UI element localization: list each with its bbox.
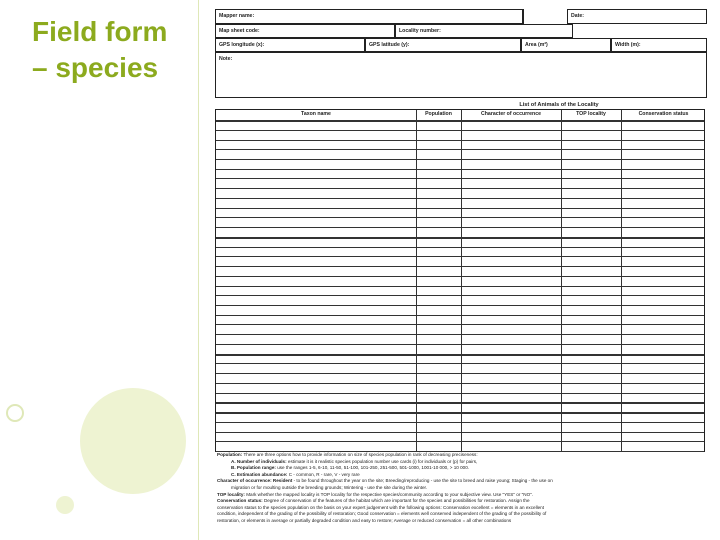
note-line: [217, 492, 707, 499]
note-label: B. Population range:: [231, 465, 276, 471]
note-line: [217, 518, 707, 525]
table-row-line: [216, 120, 704, 122]
note-line: [217, 459, 707, 466]
divider: [523, 9, 524, 24]
table-row-line: [216, 412, 704, 414]
table-row-line: [216, 169, 704, 170]
table-row-line: [216, 383, 704, 384]
table-row-line: [216, 149, 704, 150]
field-form-page: [207, 6, 711, 538]
area-label: Area (m²): [525, 42, 548, 48]
column-header-taxon-name: Taxon name: [301, 111, 331, 117]
note-text: Mark whether the mapped locality is TOP locality for the respective species/community according to your subjective view. Use "YES" or "NO".: [244, 491, 534, 497]
mapper-name-label: Mapper name:: [219, 13, 255, 19]
note-text: condition, independent of the grading of the possibility of restoration; Good conservation = elements well conserved independent of the grading of the possibility of: [217, 511, 547, 517]
table-row-line: [216, 441, 704, 442]
table-row-line: [216, 130, 704, 131]
note-line: [217, 485, 707, 492]
note-label: Population:: [217, 452, 243, 457]
note-line: [217, 505, 707, 512]
table-row-line: [216, 324, 704, 325]
table-row-line: [216, 140, 704, 141]
table-row-line: [216, 217, 704, 218]
column-divider: [561, 110, 562, 451]
column-header-population: Population: [425, 111, 452, 117]
note-line: [217, 511, 707, 518]
gps-latitude-field[interactable]: [365, 38, 521, 52]
gps-longitude-field[interactable]: [215, 38, 365, 52]
table-row-line: [216, 256, 704, 257]
table-row-line: [216, 344, 704, 345]
note-line: [217, 465, 707, 472]
note-line: [217, 452, 707, 459]
table-row-line: [216, 402, 704, 404]
note-label: C. Estimation abundance:: [231, 471, 288, 477]
note-text: There are three options how to provide information on size of species population in rank of decreasing preciseness:: [242, 452, 478, 457]
table-row-line: [216, 393, 704, 394]
area-field[interactable]: [521, 38, 611, 52]
mapper-name-field[interactable]: [215, 9, 523, 24]
width-field[interactable]: [611, 38, 707, 52]
slide-title: [32, 14, 197, 86]
column-header-conservation-status: Conservation status: [638, 111, 689, 117]
note-text: Degree of conservation of the features of the habitat which are important for the species and possibilities for restoration. Assign the: [262, 498, 530, 504]
table-row-line: [216, 315, 704, 316]
table-row-line: [216, 208, 704, 209]
table-row-line: [216, 188, 704, 189]
note-text: use the ranges 1-5, 6-10, 11-50, 51-100, 101-250, 251-500, 501-1000, 1001-10 000, > 10 000.: [275, 465, 470, 471]
table-row-line: [216, 422, 704, 423]
gps-latitude-label: GPS latitude (y):: [369, 42, 410, 48]
decorative-circle-large: [80, 388, 186, 494]
slide-title-line1: Field form: [32, 16, 168, 47]
table-row-line: [216, 247, 704, 248]
slide-title-line2: – species: [32, 52, 159, 83]
column-header-top-locality: TOP locality: [576, 111, 606, 117]
gps-longitude-label: GPS longitude (x):: [219, 42, 265, 48]
note-line: [217, 498, 707, 505]
table-row-line: [216, 198, 704, 199]
table-row-line: [216, 432, 704, 433]
decorative-divider: [198, 0, 199, 540]
note-label: Conservation status:: [217, 498, 263, 504]
note-text: C - common, R - rare, V - very rare: [287, 471, 360, 477]
table-title: List of Animals of the Locality: [519, 102, 599, 108]
form-notes: [217, 452, 707, 525]
note-field[interactable]: [215, 52, 707, 98]
note-text: restoration, or elements in average or partially degraded condition and easy to restore; Average or reduced conservation = all other combinations: [217, 517, 512, 523]
table-row-line: [216, 334, 704, 335]
table-row-line: [216, 373, 704, 374]
column-divider: [621, 110, 622, 451]
table-row-line: [216, 227, 704, 228]
table-row-line: [216, 363, 704, 364]
note-label: TOP locality:: [217, 491, 245, 497]
table-row-line: [216, 295, 704, 296]
table-row-line: [216, 237, 704, 239]
column-header-character-of-occurrence: Character of occurrence: [481, 111, 541, 117]
width-label: Width (m):: [615, 42, 641, 48]
note-label: Character of occurrence: Resident: [217, 478, 293, 484]
note-line: [217, 478, 707, 485]
note-label: A. Number of individuals:: [231, 458, 287, 464]
note-text: - to be found throughout the year on the site; Breeding/reproducing - use the site to breed and raise young; Staging - the use on: [292, 478, 553, 484]
table-row-line: [216, 286, 704, 287]
table-row-line: [216, 276, 704, 277]
column-divider: [461, 110, 462, 451]
table-row-line: [216, 305, 704, 306]
table-row-line: [216, 178, 704, 179]
note-label: Note:: [219, 56, 233, 62]
decorative-circle-small: [6, 404, 24, 422]
decorative-circle-small: [56, 496, 74, 514]
note-text: estimate it is it realistic species population number use cards (i) for individuals or (p) for pairs,: [286, 458, 478, 464]
map-sheet-code-field[interactable]: [215, 24, 395, 38]
table-row-line: [216, 159, 704, 160]
table-row-line: [216, 266, 704, 267]
note-text: conservation status to the species population on the basis on your expert judgement with the following options: Conservation excellent = elements in an excellent: [217, 504, 544, 510]
locality-number-field[interactable]: [395, 24, 573, 38]
column-divider: [416, 110, 417, 451]
note-line: [217, 472, 707, 479]
date-label: Date:: [571, 13, 584, 19]
species-table: [215, 109, 705, 452]
date-field[interactable]: [567, 9, 707, 24]
locality-number-label: Locality number:: [399, 28, 441, 34]
table-row-line: [216, 354, 704, 356]
note-text: migration or for moulting outside the breeding grounds; Wintering - use the site during the winter.: [231, 484, 428, 490]
map-sheet-code-label: Map sheet code:: [219, 28, 260, 34]
slide-sidebar: [0, 0, 200, 540]
